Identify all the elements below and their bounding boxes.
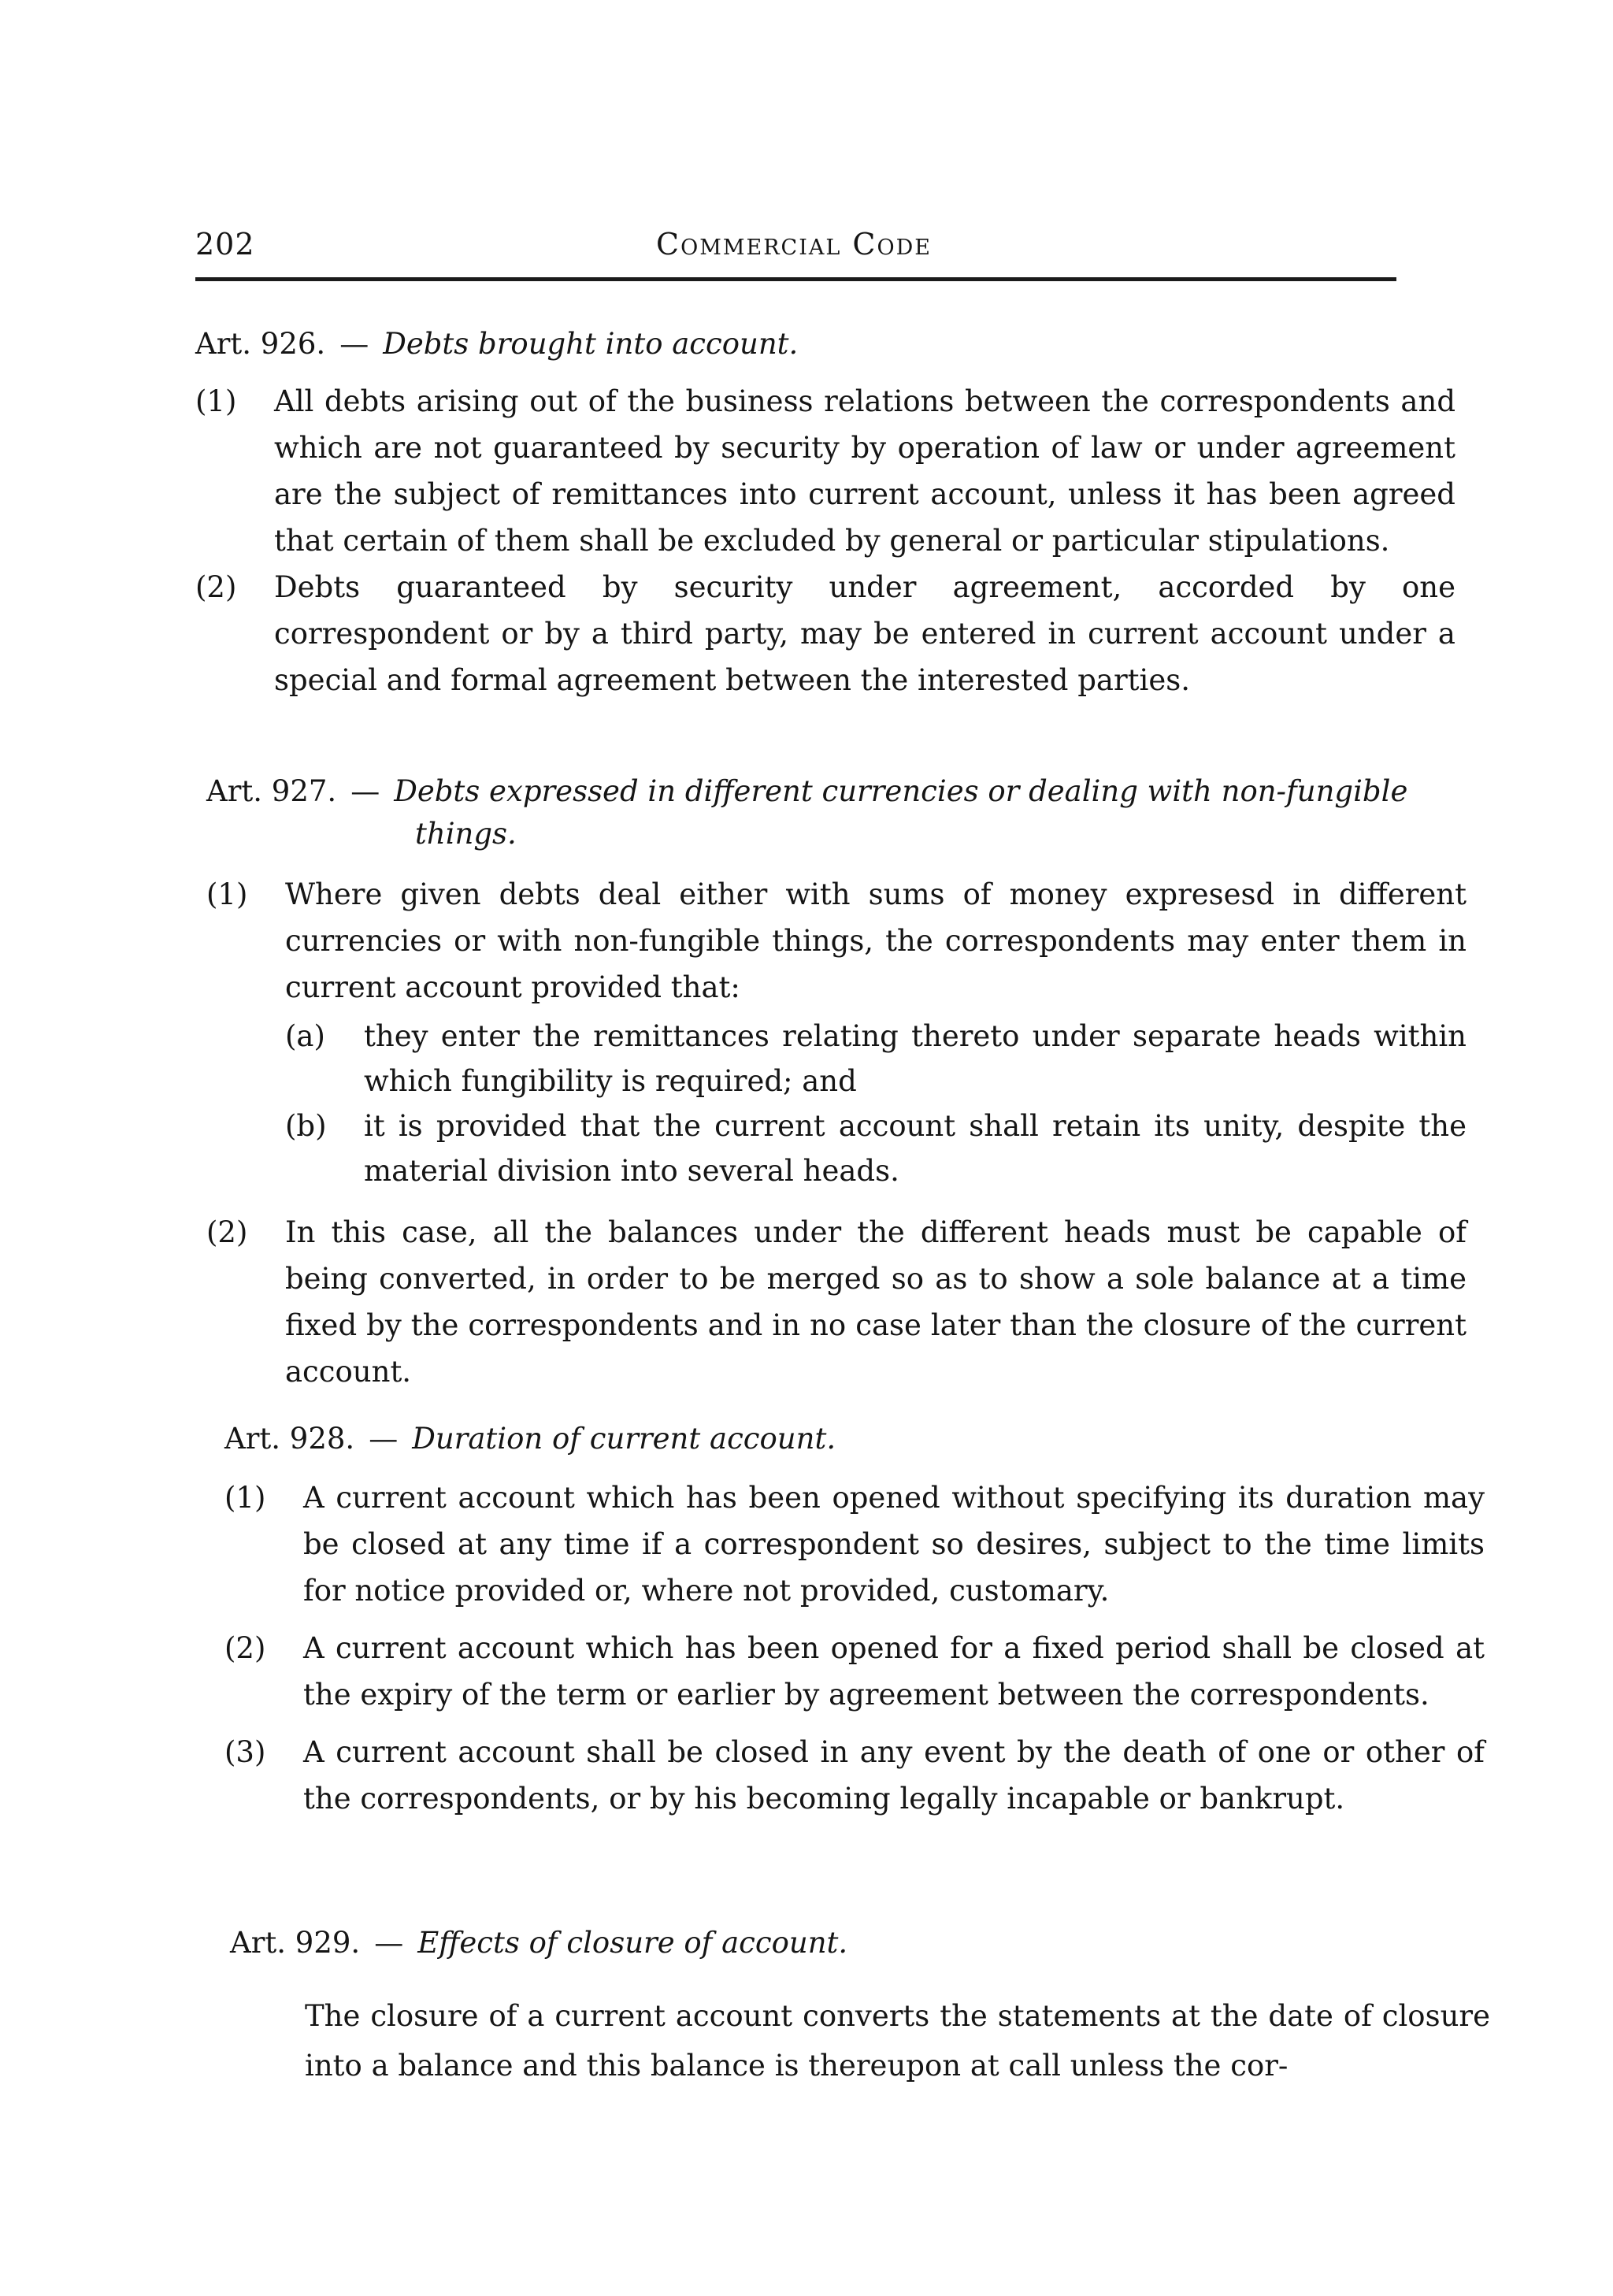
article-926 [195,323,1455,703]
paragraph-number: (3) [224,1735,266,1769]
paragraph [206,1209,1467,1395]
paragraph-number: (2) [224,1631,266,1665]
article-heading [195,323,1455,365]
sub-item-label: (a) [285,1019,325,1053]
paragraph [224,1474,1485,1614]
article-number: Art. 927. [206,774,337,808]
paragraph-text: A current account shall be closed in any event by the death of one or other of the correspondents, or by his becoming legally incapable or bankrupt. [303,1735,1485,1816]
paragraph-text: A current account which has been opened without specifying its duration may be closed at any time if a correspondent so desires, subject to the time limits for notice provided or, where not provided, customary. [303,1481,1485,1608]
article-dash: — [369,1422,399,1456]
article-number: Art. 929. [230,1926,361,1960]
paragraph [195,378,1455,564]
paragraph-text: Debts guaranteed by security under agreement, accorded by one correspondent or by a third party, may be entered in current account under a special and formal agreement between the interested parties. [274,570,1455,697]
paragraph-text: Where given debts deal either with sums of money expresesd in different currencies or with non-fungible things, the correspondents may enter them in current account provided that: [285,877,1467,1004]
paragraph-number: (2) [195,570,237,604]
paragraph [195,564,1455,703]
article-title: Duration of current account. [412,1422,836,1456]
paragraph-number: (1) [224,1481,266,1515]
paragraph-number: (1) [195,384,237,418]
article-title: Effects of closure of account. [417,1926,848,1960]
article-928 [224,1418,1485,1822]
sub-item-text: they enter the remittances relating thereto under separate heads within which fungibility is required; and [364,1019,1467,1098]
article-title-continuation: things. [415,817,517,851]
article-title: Debts expressed in different currencies or dealing with non-fungible [394,774,1408,808]
article-heading [206,770,1467,855]
article-dash: — [374,1926,404,1960]
article-text: The closure of a current account converts the statements at the date of closure into a balance and this balance is thereupon at call unless the cor- [305,1999,1490,2083]
paragraph [206,871,1467,1011]
sub-item [285,1103,1467,1193]
page-number: 202 [195,227,255,261]
paragraph-text: All debts arising out of the business relations between the correspondents and which are not guaranteed by security by operation of law or under agreement are the subject of remittances into current account, unless it has been agreed that certain of them shall be excluded by general or particular stipulations. [274,384,1455,558]
article-number: Art. 928. [224,1422,355,1456]
paragraph-text: In this case, all the balances under the different heads must be capable of being converted, in order to be merged so as to show a sole balance at a time fixed by the correspondents and in no case later than the closure of the current account. [285,1215,1467,1389]
article-title: Debts brought into account. [383,327,799,361]
page-header [195,227,1415,265]
header-rule [195,277,1396,281]
sub-item-label: (b) [285,1109,327,1143]
article-heading [224,1418,1485,1460]
article-dash: — [350,774,380,808]
sub-item-text: it is provided that the current account shall retain its unity, despite the material division into several heads. [364,1109,1467,1188]
sub-item [285,1014,1467,1103]
paragraph [224,1729,1485,1822]
article-dash: — [339,327,369,361]
paragraph-number: (2) [206,1215,248,1249]
paragraph-text: A current account which has been opened for a fixed period shall be closed at the expiry of the term or earlier by agreement between the correspondents. [303,1631,1485,1712]
article-heading [230,1922,1490,1964]
article-929 [230,1922,1490,2090]
running-title: Commercial Code [656,227,932,261]
article-927 [206,770,1467,1395]
paragraph [224,1625,1485,1718]
article-number: Art. 926. [195,327,326,361]
paragraph-number: (1) [206,877,248,911]
